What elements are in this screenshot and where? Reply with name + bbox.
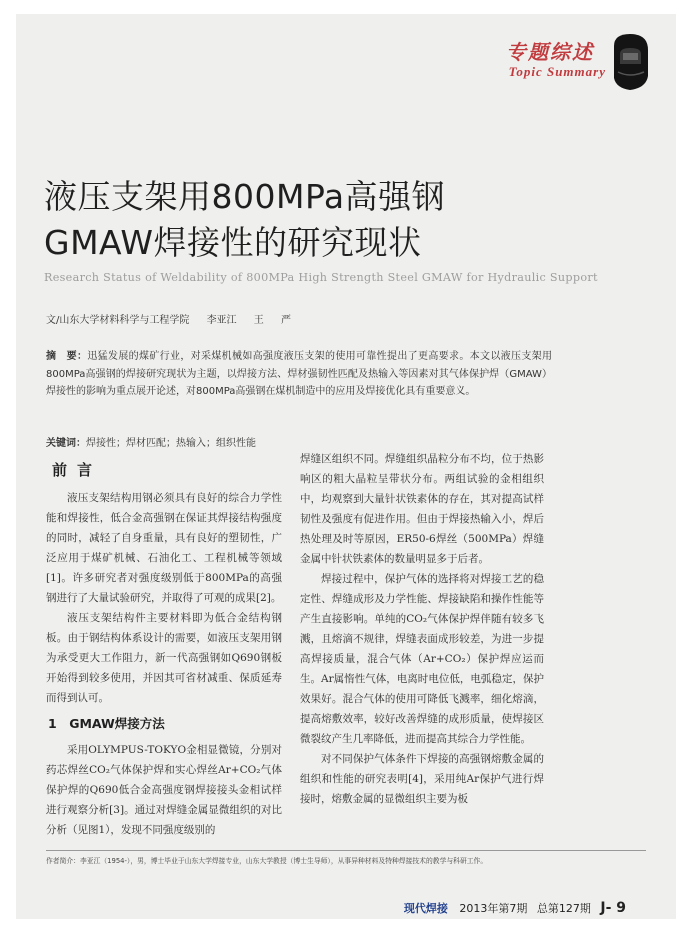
body-paragraph: 焊接过程中，保护气体的选择将对焊接工艺的稳定性、焊缝成形及力学性能、焊接缺陷和操作性能等产生直接影响。单纯的CO₂气体保护焊伴随有较多飞溅，且熔滴不规律，焊缝表面成形较差，为进一步提高焊接质量，混合气体（Ar+CO₂）保护焊应运而生。Ar属惰性气体，电离时电位低，电弧稳定，保护效果好。混合气体的使用可降低飞溅率，细化熔滴，提高熔敷效率，较好改善焊缝的成形质量，使焊接区微裂纹产生几率降低，进而提高其综合力学性能。: [300, 573, 544, 745]
page-number: J- 9: [600, 900, 626, 916]
left-column: [46, 459, 282, 840]
affiliation: 文/山东大学材料科学与工程学院: [46, 315, 190, 326]
intro-paragraph: 液压支架结构用钢必须具有良好的综合力学性能和焊接性，低合金高强钢在保证其焊接结构强度的同时，减轻了自身重量，具有良好的塑韧性，广泛应用于煤矿机械、石油化工、工程机械等领域[1]。许多研究者对强度级别低于800MPa的高强钢进行了大量试验研究，并取得了可观的成果[2]。: [46, 492, 282, 604]
magazine-name: 现代焊接: [403, 902, 448, 915]
issue: 2013年第7期: [459, 902, 528, 915]
page: [16, 14, 676, 919]
page-footer: [404, 900, 632, 916]
intro-paragraph: 液压支架结构件主要材料即为低合金结构钢板。由于钢结构体系设计的需要，如液压支架用钢为承受更大工作阻力，新一代高强钢如Q690钢板开始得到较多使用，并因其可省材减重、保质延寿而得到认可。: [46, 612, 282, 704]
author-name: 李亚江: [206, 315, 237, 326]
section-1-paragraph: 采用OLYMPUS-TOKYO金相显微镜，分别对药芯焊丝CO₂气体保护焊和实心焊丝Ar+CO₂气体保护焊的Q690低合金高强度钢焊接接头金相试样进行观察分析[3]。通过对焊缝金属显微组织的对比分析（见图1），发现不同强度级别的: [46, 744, 282, 836]
abstract: [46, 348, 552, 401]
section-1-heading: 1 GMAW焊接方法: [48, 716, 165, 731]
author-line: [46, 311, 305, 326]
intro-heading: 前言: [52, 461, 103, 479]
badge-subtitle: Topic Summary: [508, 64, 606, 79]
keywords-text: 焊接性；焊材匹配；热输入；组织性能: [86, 438, 256, 449]
title-line-2: GMAW焊接性的研究现状: [44, 223, 422, 262]
abstract-label: 摘 要：: [46, 351, 88, 362]
abstract-text: 迅猛发展的煤矿行业，对采煤机械如高强度液压支架的使用可靠性提出了更高要求。本文以液压支架用800MPa高强钢的焊接研究现状为主题，以焊接方法、焊材强韧性匹配及热输入等因素对其气体保护焊（GMAW）焊接性的影响为重点展开论述，对800MPa高强钢在煤机制造中的应用及焊接优化具有重要意义。: [46, 351, 553, 397]
keywords: [46, 434, 256, 449]
article-title: [44, 174, 445, 266]
section-badge: [504, 32, 654, 94]
badge-title: 专题综述: [506, 40, 594, 64]
english-title: Research Status of Weldability of 800MPa High Strength Steel GMAW for Hydraulic Support: [44, 271, 598, 284]
body-paragraph: 焊缝区组织不同。焊缝组织晶粒分布不均，位于热影响区的粗大晶粒呈带状分布。两组试验的金相组织中，均观察到大量针状铁素体的存在，其对提高试样韧性及强度有促进作用。但由于焊接热输入小，焊后热处理及时等原因，ER50-6焊丝（500MPa）焊缝金属中针状铁素体的数量明显多于后者。: [300, 453, 544, 565]
author-name: 王: [253, 315, 264, 326]
footnote-divider: [46, 850, 646, 851]
welding-helmet-icon: [608, 32, 652, 92]
author-footnote: 作者简介：李亚江（1954-），男，博士毕业于山东大学焊接专业，山东大学教授（博士生导师），从事异种材料及特种焊接技术的教学与科研工作。: [46, 857, 488, 865]
title-line-1: 液压支架用800MPa高强钢: [44, 177, 446, 216]
total-issue: 总第127期: [536, 902, 591, 915]
right-column: [300, 449, 544, 809]
author-name: 严: [280, 315, 291, 326]
body-paragraph: 对不同保护气体条件下焊接的高强钢熔敷金属的组织和性能的研究表明[4]，采用纯Ar保护气进行焊接时，熔敷金属的显微组织主要为板: [300, 753, 544, 805]
keywords-label: 关键词：: [46, 438, 86, 449]
